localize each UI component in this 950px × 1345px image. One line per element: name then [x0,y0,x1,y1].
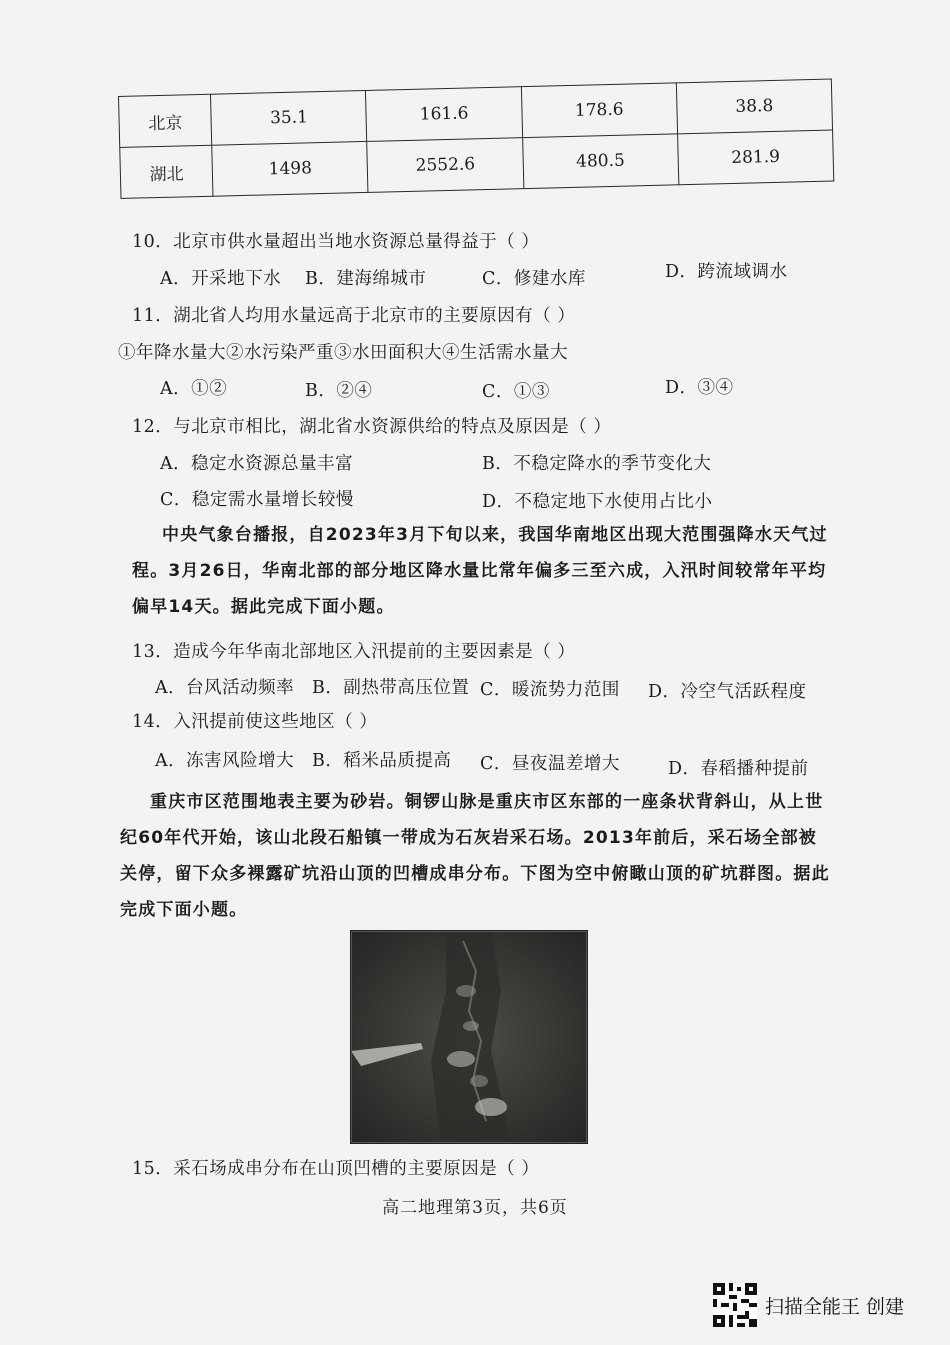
question-15-stem: 15．采石场成串分布在山顶凹槽的主要原因是（ ） [132,1159,540,1179]
table-cell: 281.9 [677,130,833,185]
question-11-option-b: B．②④ [305,381,373,401]
question-12-stem: 12．与北京市相比，湖北省水资源供给的特点及原因是（ ） [132,417,612,437]
passage-quarry-text: 重庆市区范围地表主要为砂岩。铜锣山脉是重庆市区东部的一座条状背斜山，从上世纪60年代开始，该山北段石船镇一带成为石灰岩采石场。2013年前后，采石场全部被关停，留下众多裸露矿坑沿山顶的凹槽成串分布。下图为空中俯瞰山顶的矿坑群图。据此完成下面小题。 [120,792,830,920]
question-11-option-c: C．①③ [482,382,550,402]
table-cell: 161.6 [366,87,522,142]
table-cell: 38.8 [676,79,832,134]
question-10-option-d: D．跨流域调水 [665,262,788,282]
passage-weather [132,517,837,625]
question-10-option-b: B．建海绵城市 [305,269,427,289]
qr-code-icon [713,1283,757,1327]
question-13-stem: 13．造成今年华南北部地区入汛提前的主要因素是（ ） [132,642,576,662]
passage-weather-text: 中央气象台播报，自2023年3月下旬以来，我国华南地区出现大范围强降水天气过程。3月26日，华南北部的部分地区降水量比常年偏多三至六成，入汛时间较常年平均偏早14天。据此完成下面小题。 [132,525,828,617]
scanner-watermark [713,1283,904,1327]
question-11-option-d: D．③④ [665,378,734,398]
question-13-option-d: D．冷空气活跃程度 [648,682,807,702]
scanner-watermark-text: 扫描全能王 创建 [765,1295,905,1318]
quarry-photo-drawing [351,931,587,1143]
question-14-option-b: B．稻米品质提高 [312,751,452,771]
table-cell-region: 北京 [119,94,213,147]
question-13-option-c: C．暖流势力范围 [480,680,620,700]
question-10-option-a: A．开采地下水 [160,269,282,289]
question-12-option-a: A．稳定水资源总量丰富 [160,454,354,474]
passage-quarry [120,784,835,928]
question-13-option-a: A．台风活动频率 [155,678,295,698]
table-cell: 2552.6 [367,138,523,193]
question-12-option-d: D．不稳定地下水使用占比小 [482,492,713,512]
table-cell-region: 湖北 [120,145,214,198]
question-12-option-c: C．稳定需水量增长较慢 [160,490,354,510]
question-10-option-c: C．修建水库 [482,269,586,289]
question-13-option-b: B．副热带高压位置 [312,678,470,698]
question-14-stem: 14．入汛提前使这些地区（ ） [132,712,378,732]
table-cell: 1498 [212,141,368,196]
question-14-option-c: C．昼夜温差增大 [480,754,620,774]
question-12-option-b: B．不稳定降水的季节变化大 [482,454,712,474]
question-11-stem: 11．湖北省人均用水量远高于北京市的主要原因有（ ） [132,306,576,326]
water-resources-table [118,79,834,199]
question-14-option-d: D．春稻播种提前 [668,759,809,779]
quarry-aerial-photo [350,930,588,1144]
question-10-stem: 10．北京市供水量超出当地水资源总量得益于（ ） [132,232,540,252]
page-footer: 高二地理第3页，共6页 [382,1198,568,1218]
question-11-items: ①年降水量大②水污染严重③水田面积大④生活需水量大 [118,343,568,363]
table-cell: 178.6 [521,83,677,138]
question-14-option-a: A．冻害风险增大 [155,751,295,771]
table-cell: 480.5 [522,134,678,189]
question-11-option-a: A．①② [160,379,228,399]
table-cell: 35.1 [211,90,367,145]
